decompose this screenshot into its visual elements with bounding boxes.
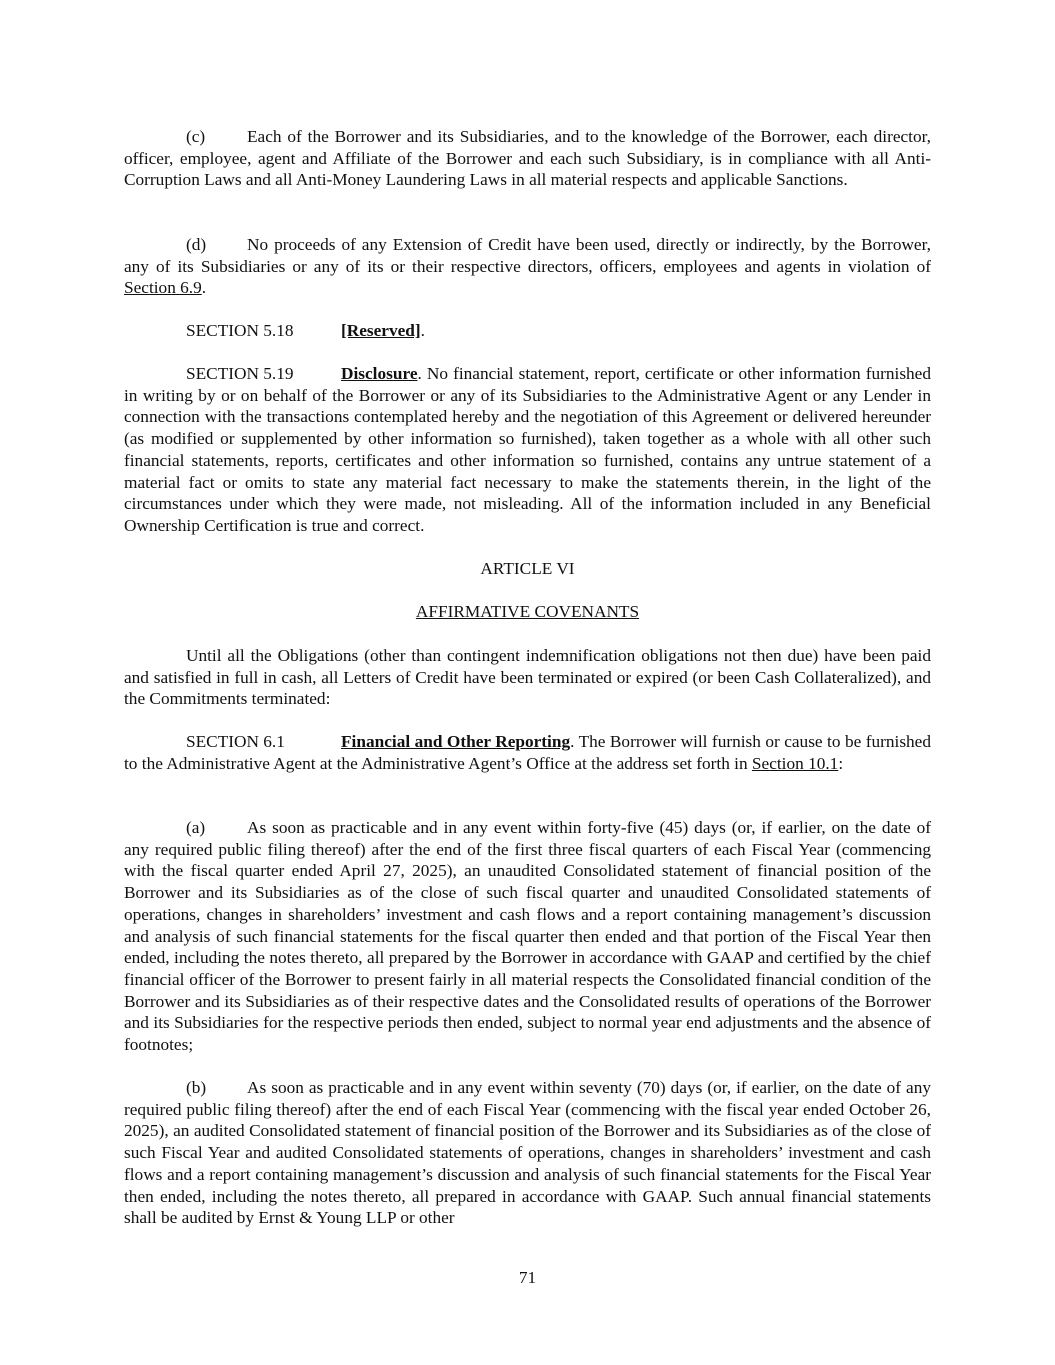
section-6-1: SECTION 6.1 Financial and Other Reporting. The Borrower will furnish or cause to be furnished to the Administrative Agent at the Administrative Agent’s Office at the address set forth in Section 10.1: [124, 732, 931, 773]
paragraph-c-text: Each of the Borrower and its Subsidiaries, and to the knowledge of the Borrower, each director, officer, employee, agent and Affiliate of the Borrower and each such Subsidiary, is in compliance with all Anti-Corruption Laws and all Anti-Money Laundering Laws in all material respects and applicable Sanctions. [124, 127, 931, 190]
section-5-19 [124, 363, 931, 537]
section-6-1-number: SECTION 6.1 [186, 732, 285, 751]
section-6-1-title: Financial and Other Reporting [341, 732, 571, 751]
paragraph-c [124, 126, 931, 191]
paragraph-a [124, 817, 931, 1056]
section-10-1-reference: Section 10.1 [751, 753, 839, 773]
section-5-18-title: [Reserved] [341, 321, 421, 340]
article-intro-text: Until all the Obligations (other than contingent indemnification obligations not then due) have been paid and satisfied in full in cash, all Letters of Credit have been terminated or expired (or been Cash Collateralized), and the Commitments terminated: [124, 646, 931, 709]
section-5-19-number: SECTION 5.19 [186, 364, 294, 383]
paragraph-d-text: No proceeds of any Extension of Credit have been used, directly or indirectly, by the Borrower, any of its Subsidiaries or any of its or their respective directors, officers, employees and agents in violation of [124, 235, 931, 276]
section-6-1-text: . The Borrower will furnish or cause to be furnished to the Administrative Agent at the Administrative Agent’s Office at the address set forth in [124, 732, 931, 773]
section-5-18: SECTION 5.18 [Reserved]. [186, 321, 425, 340]
paragraph-c-label: (c) [186, 127, 206, 146]
section-6-9-reference: Section 6.9 [124, 278, 202, 298]
section-5-18-number: SECTION 5.18 [186, 321, 294, 340]
article-intro [124, 645, 931, 710]
section-5-19-title: Disclosure [341, 364, 418, 383]
page-number: 71 [518, 1268, 537, 1287]
paragraph-b-label: (b) [186, 1078, 207, 1097]
paragraph-b [124, 1077, 931, 1229]
paragraph-a-text: As soon as practicable and in any event within forty-five (45) days (or, if earlier, on the date of any required public filing thereof) after the end of the first three fiscal quarters of each Fiscal Year (commencing with the fiscal quarter ended April 27, 2025), an unaudited Consolidated statement of financial position of the Borrower and its Subsidiaries as of the close of such fiscal quarter and unaudited Consolidated statements of operations, changes in shareholders’ investment and cash flows and a report containing management’s discussion and analysis of such financial statements for the fiscal quarter then ended and that portion of the Fiscal Year then ended, including the notes thereto, all prepared by the Borrower in accordance with GAAP and certified by the chief financial officer of the Borrower to present fairly in all material respects the Consolidated financial condition of the Borrower and its Subsidiaries as of their respective dates and the Consolidated results of operations of the Borrower and its Subsidiaries for the respective periods then ended, subject to normal year end adjustments and the absence of footnotes; [124, 818, 931, 1055]
paragraph-d-label: (d) [186, 235, 207, 254]
paragraph-b-text: As soon as practicable and in any event within seventy (70) days (or, if earlier, on the date of any required public filing thereof) after the end of each Fiscal Year (commencing with the fiscal year ended October 26, 2025), an audited Consolidated statement of financial position of the Borrower and its Subsidiaries as of the close of such Fiscal Year and audited Consolidated statements of operations, changes in shareholders’ investment and cash flows and a report containing management’s discussion and analysis of such financial statements for the Fiscal Year then ended, including the notes thereto, all prepared in accordance with GAAP. Such annual financial statements shall be audited by Ernst & Young LLP or other [124, 1078, 931, 1228]
paragraph-a-label: (a) [186, 818, 206, 837]
article-title: AFFIRMATIVE COVENANTS [415, 602, 640, 621]
article-number: ARTICLE VI [480, 559, 575, 578]
section-5-19-text: . No financial statement, report, certificate or other information furnished in writing by or on behalf of the Borrower or any of its Subsidiaries to the Administrative Agent or any Lender in connection with the transactions contemplated hereby and the negotiation of this Agreement or delivered hereunder (as modified or supplemented by other information so furnished), taken together as a whole with all other such financial statements, reports, certificates and other information so furnished, contains any untrue statement of a material fact or omits to state any material fact necessary to make the statements therein, in the light of the circumstances under which they were made, not misleading. All of the information included in any Beneficial Ownership Certification is true and correct. [124, 364, 931, 535]
paragraph-d: (d) No proceeds of any Extension of Credit have been used, directly or indirectly, by the Borrower, any of its Subsidiaries or any of its or their respective directors, officers, employees and agents in violation of Section 6.9. [124, 235, 931, 298]
